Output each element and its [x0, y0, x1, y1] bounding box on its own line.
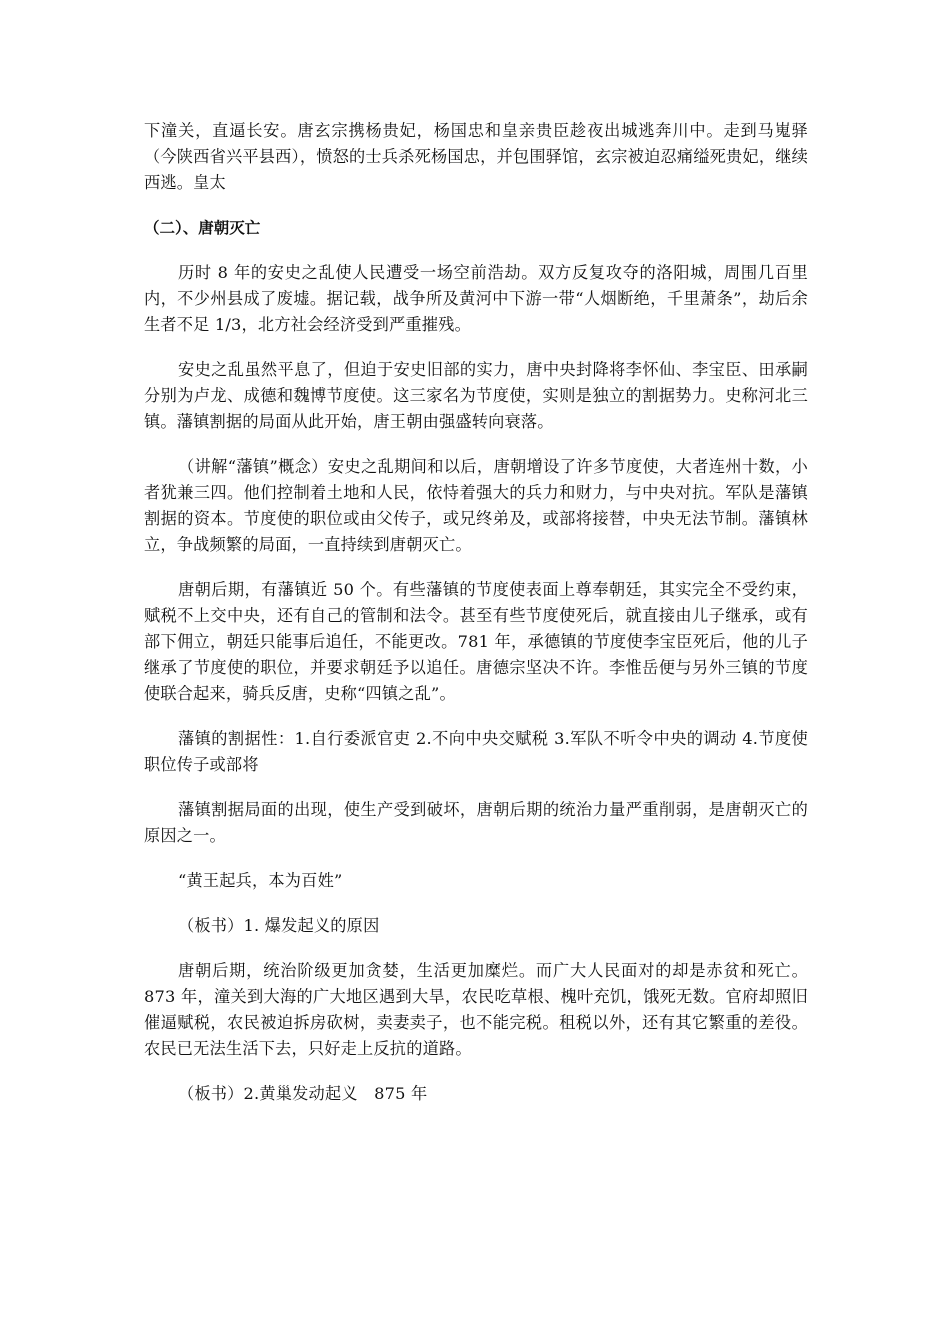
document-page: [144, 118, 808, 1126]
section-heading: （二）、唐朝灭亡: [144, 219, 261, 237]
paragraph: 藩镇割据局面的出现，使生产受到破坏，唐朝后期的统治力量严重削弱，是唐朝灭亡的原因之一。: [144, 800, 808, 845]
paragraph: （讲解“藩镇”概念）安史之乱期间和以后，唐朝增设了许多节度使，大者连州十数，小者犹兼三四。他们控制着土地和人民，依恃着强大的兵力和财力，与中央对抗。军队是藩镇割据的资本。节度使的职位或由父传子，或兄终弟及，或部将接替，中央无法节制。藩镇林立，争战频繁的局面，一直持续到唐朝灭亡。: [144, 457, 808, 554]
paragraph: 历时 8 年的安史之乱使人民遭受一场空前浩劫。双方反复攻夺的洛阳城，周围几百里内，不少州县成了废墟。据记载，战争所及黄河中下游一带“人烟断绝，千里萧条”，劫后余生者不足 1/3，北方社会经济受到严重摧残。: [144, 263, 808, 334]
paragraph-continuation: 下潼关，直逼长安。唐玄宗携杨贵妃，杨国忠和皇亲贵臣趁夜出城逃奔川中。走到马嵬驿（今陕西省兴平县西），愤怒的士兵杀死杨国忠，并包围驿馆，玄宗被迫忍痛缢死贵妃，继续西逃。皇太: [144, 121, 808, 192]
paragraph: 唐朝后期，有藩镇近 50 个。有些藩镇的节度使表面上尊奉朝廷，其实完全不受约束，赋税不上交中央，还有自己的管制和法令。甚至有些节度使死后，就直接由儿子继承，或有部下佣立，朝廷只能事后追任，不能更改。781 年，承德镇的节度使李宝臣死后，他的儿子继承了节度使的职位，并要求朝廷予以追任。唐德宗坚决不许。李惟岳便与另外三镇的节度使联合起来，骑兵反唐，史称“四镇之乱”。: [144, 580, 808, 703]
board-note: （板书）1. 爆发起义的原因: [178, 916, 380, 935]
quote-line: “黄王起兵，本为百姓”: [178, 871, 343, 890]
paragraph: 藩镇的割据性：1.自行委派官吏 2.不向中央交赋税 3.军队不听令中央的调动 4.节度使职位传子或部将: [144, 729, 808, 774]
paragraph: 唐朝后期，统治阶级更加贪婪，生活更加糜烂。而广大人民面对的却是赤贫和死亡。873 年，潼关到大海的广大地区遇到大旱，农民吃草根、槐叶充饥，饿死无数。官府却照旧催逼赋税，农民被迫拆房砍树，卖妻卖子，也不能完税。租税以外，还有其它繁重的差役。农民已无法生活下去，只好走上反抗的道路。: [144, 961, 808, 1058]
board-note: （板书）2.黄巢发动起义 875 年: [178, 1084, 428, 1103]
paragraph: 安史之乱虽然平息了，但迫于安史旧部的实力，唐中央封降将李怀仙、李宝臣、田承嗣分别为卢龙、成德和魏博节度使。这三家名为节度使，实则是独立的割据势力。史称河北三镇。藩镇割据的局面从此开始，唐王朝由强盛转向衰落。: [144, 360, 808, 431]
